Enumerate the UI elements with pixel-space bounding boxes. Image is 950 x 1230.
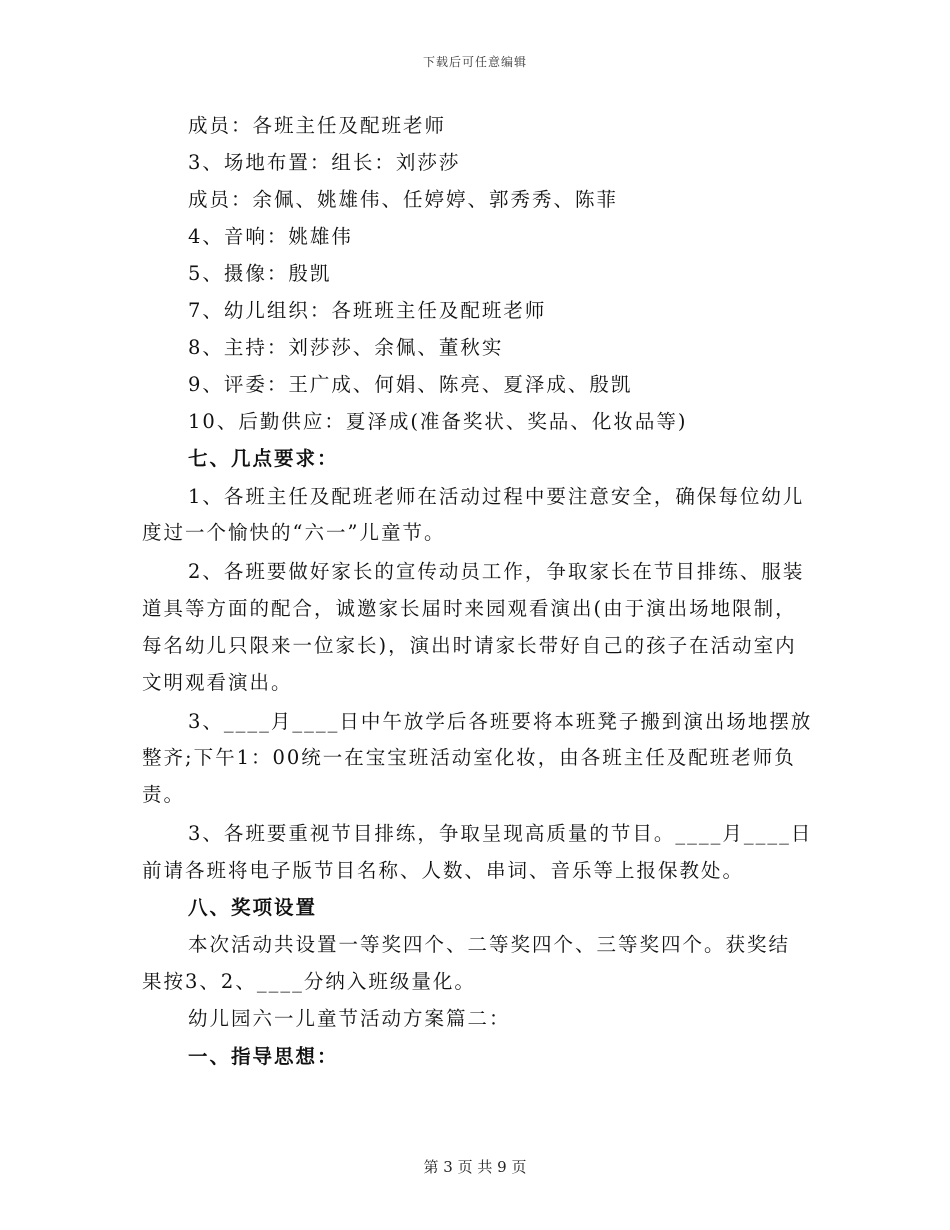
text-line: 9、评委：王广成、何娟、陈亮、夏泽成、殷凯 bbox=[188, 373, 633, 396]
section-heading: 一、指导思想： bbox=[188, 1045, 339, 1068]
text-line: 整齐;下午1：00统一在宝宝班活动室化妆，由各班主任及配班老师负 bbox=[142, 746, 796, 769]
text-line: 2、各班要做好家长的宣传动员工作，争取家长在节目排练、服装 bbox=[188, 560, 805, 583]
text-line: 本次活动共设置一等奖四个、二等奖四个、三等奖四个。获奖结 bbox=[188, 933, 791, 956]
text-line: 果按3、2、____分纳入班级量化。 bbox=[142, 970, 476, 993]
text-line: 幼儿园六一儿童节活动方案篇二： bbox=[188, 1007, 511, 1030]
text-line: 7、幼儿组织：各班班主任及配班老师 bbox=[188, 299, 547, 322]
text-line: 每名幼儿只限来一位家长)，演出时请家长带好自己的孩子在活动室内 bbox=[142, 634, 797, 657]
text-line: 度过一个愉快的“六一”儿童节。 bbox=[142, 521, 446, 544]
section-heading: 八、奖项设置 bbox=[188, 896, 318, 919]
text-line: 3、场地布置：组长：刘莎莎 bbox=[188, 151, 461, 174]
text-line: 8、主持：刘莎莎、余佩、董秋实 bbox=[188, 336, 504, 359]
text-line: 3、各班要重视节目排练，争取呈现高质量的节目。____月____日 bbox=[188, 822, 813, 845]
text-line: 成员：各班主任及配班老师 bbox=[188, 114, 447, 137]
text-line: 4、音响：姚雄伟 bbox=[188, 225, 353, 248]
text-line: 5、摄像：殷凯 bbox=[188, 262, 332, 285]
text-line: 1、各班主任及配班老师在活动过程中要注意安全，确保每位幼儿 bbox=[188, 485, 805, 508]
text-line: 10、后勤供应：夏泽成(准备奖状、奖品、化妆品等) bbox=[188, 410, 688, 433]
page-footer: 第 3 页 共 9 页 bbox=[423, 1158, 527, 1176]
text-line: 3、____月____日中午放学后各班要将本班凳子搬到演出场地摆放 bbox=[188, 710, 813, 733]
text-line: 道具等方面的配合，诚邀家长届时来园观看演出(由于演出场地限制， bbox=[142, 597, 797, 620]
text-line: 文明观看演出。 bbox=[142, 671, 293, 694]
text-line: 成员：余佩、姚雄伟、任婷婷、郭秀秀、陈菲 bbox=[188, 188, 619, 211]
text-line: 责。 bbox=[142, 783, 186, 806]
text-line: 前请各班将电子版节目名称、人数、串词、音乐等上报保教处。 bbox=[142, 859, 745, 882]
section-heading: 七、几点要求： bbox=[188, 447, 339, 470]
page-header: 下载后可任意编辑 bbox=[422, 55, 527, 69]
